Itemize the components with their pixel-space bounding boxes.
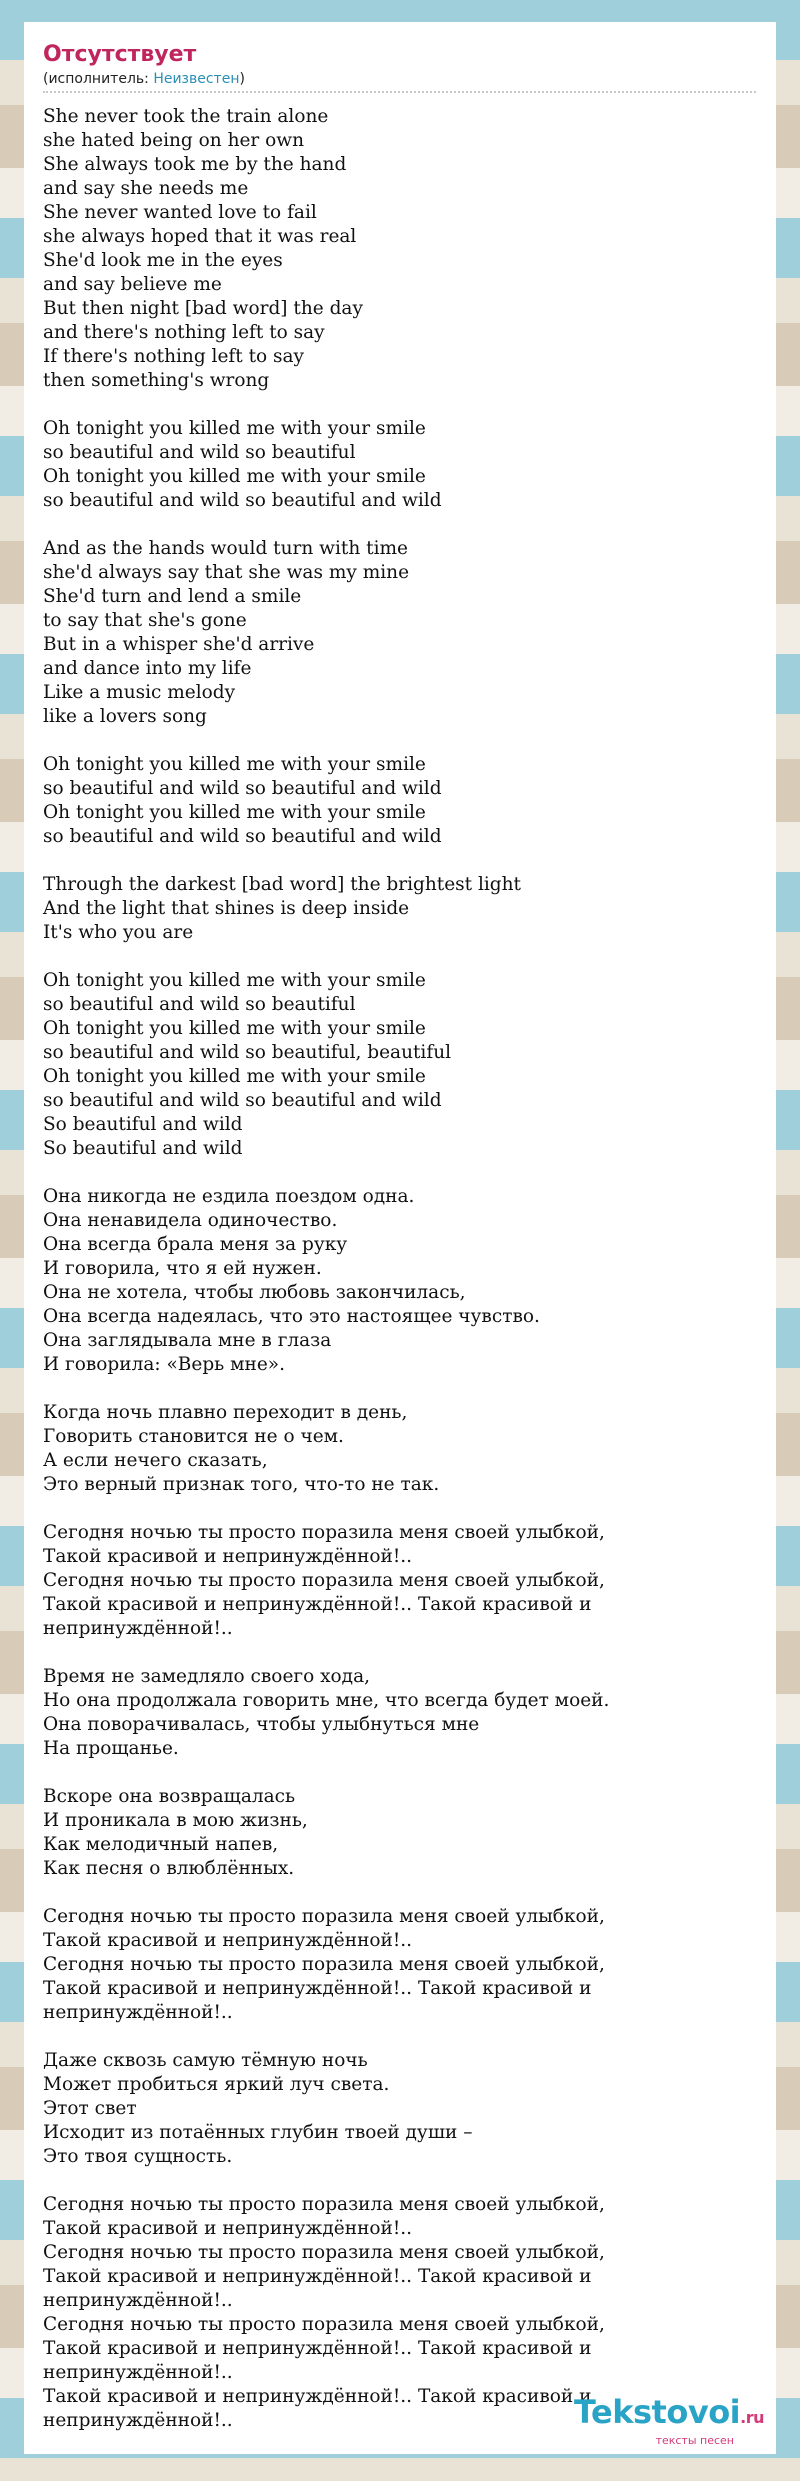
site-logo[interactable] (574, 2395, 764, 2447)
artist-line (43, 70, 756, 88)
lyrics-card (24, 22, 776, 2454)
artist-link[interactable]: Неизвестен (153, 71, 240, 87)
artist-suffix: ) (239, 71, 245, 87)
song-title: Отсутствует (43, 42, 197, 67)
logo-tagline: тексты песен (655, 2434, 734, 2447)
artist-prefix: (исполнитель: (43, 71, 154, 87)
logo-wordmark (574, 2395, 764, 2435)
logo-name: Tekstovoi (573, 2393, 741, 2431)
logo-tld: .ru (740, 2408, 764, 2427)
lyrics-text: She never took the train alone she hated being on her own She always took me by the hand and say she needs me She never wanted love to fail she always hoped that it was real She'd look me in the eyes and say believe me But then night [bad word] the day and there's nothing left to say If there's nothing left to say then something's wrong Oh tonight you killed me with your smile so beautiful and wild so beautiful Oh tonight you killed me with your smile so beautiful and wild so beautiful and wild And as the hands would turn with time she'd always say that she was my mine She'd turn and lend a smile to say that she's gone But in a whisper she'd arrive and dance into my life Like a music melody like a lovers song Oh tonight you killed me with your smile so beautiful and wild so beautiful and wild Oh tonight you killed me with your smile so beautiful and wild so beautiful and wild Through the darkest [bad word] the brightest light And the light that shines is deep inside It's who you are Oh tonight you killed me with your smile so beautiful and wild so beautiful Oh tonight you killed me with your smile so beautiful and wild so beautiful, beautiful Oh tonight you killed me with your smile so beautiful and wild so beautiful and wild So beautiful and wild So beautiful and wild Она никогда не ездила поездом одна. Она ненавидела одиночество. Она всегда брала меня за руку И говорила, что я ей нужен. Она не хотела, чтобы любовь закончилась, Она всегда надеялась, что это настоящее чувство. Она заглядывала мне в глаза И говорила: «Верь мне». Когда ночь плавно переходит в день, Говорить становится не о чем. А если нечего сказать, Это верный признак того, что-то не так. Сегодня ночью ты просто поразила меня своей улыбкой, Такой красивой и непринуждённой!.. Сегодня ночью ты просто поразила меня своей улыбкой, Такой красивой и непринуждённой!.. Такой красивой и непринуждённой!.. Время не замедляло своего хода, Но она продолжала говорить мне, что всегда будет моей. Она поворачивалась, чтобы улыбнуться мне На прощанье. Вскоре она возвращалась И проникала в мою жизнь, Как мелодичный напев, Как песня о влюблённых. Сегодня ночью ты просто поразила меня своей улыбкой, Такой красивой и непринуждённой!.. Сегодня ночью ты просто поразила меня своей улыбкой, Такой красивой и непринуждённой!.. Такой красивой и непринуждённой!.. Даже сквозь самую тёмную ночь Может пробиться яркий луч света. Этот свет Исходит из потаённых глубин твоей души – Это твоя сущность. Сегодня ночью ты просто поразила меня своей улыбкой, Такой красивой и непринуждённой!.. Сегодня ночью ты просто поразила меня своей улыбкой, Такой красивой и непринуждённой!.. Такой красивой и непринуждённой!.. Сегодня ночью ты просто поразила меня своей улыбкой, Такой красивой и непринуждённой!.. Такой красивой и непринуждённой!.. Такой красивой и непринуждённой!.. Такой красивой и непринуждённой!.. (43, 106, 610, 2431)
dotted-divider (43, 91, 756, 93)
